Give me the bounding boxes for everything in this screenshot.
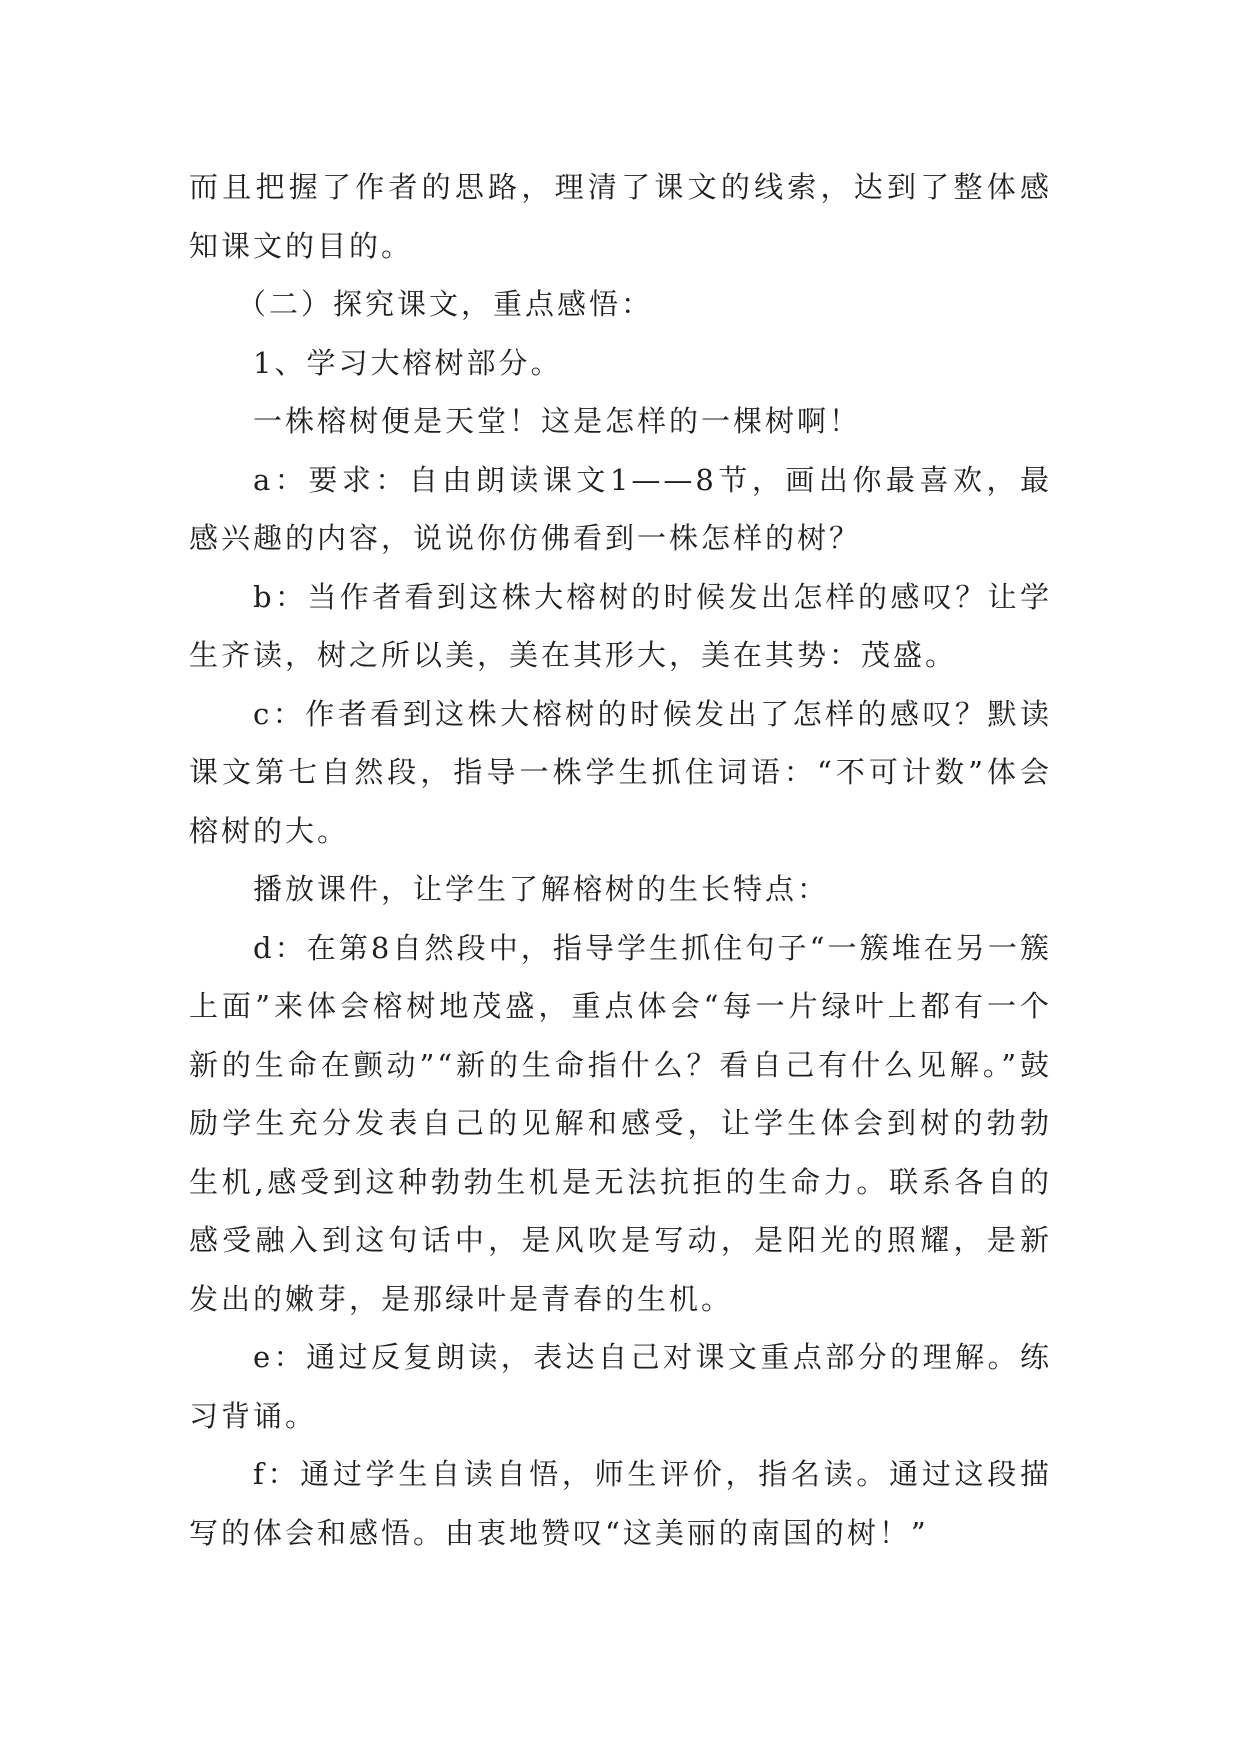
- paragraph-item-c: c：作者看到这株大榕树的时候发出了怎样的感叹？默读课文第七自然段，指导一株学生抓住词语：“不可计数”体会榕树的大。: [189, 696, 1052, 848]
- paragraph-item-d: d：在第8自然段中，指导学生抓住句子“一簇堆在另一簇上面”来体会榕树地茂盛，重点体会“每一片绿叶上都有一个新的生命在颤动”“新的生命指什么？看自己有什么见解。”鼓励学生充分发表自己的见解和感受，让学生体会到树的勃勃生机,感受到这种勃勃生机是无法抗拒的生命力。联系各自的感受融入到这句话中，是风吹是写动，是阳光的照耀，是新发出的嫩芽，是那绿叶是青春的生机。: [189, 930, 1052, 1316]
- document-body: [189, 158, 1052, 1562]
- paragraph: 一株榕树便是天堂！这是怎样的一棵树啊！: [253, 404, 862, 438]
- paragraph-item-b: b：当作者看到这株大榕树的时候发出怎样的感叹？让学生齐读，树之所以美，美在其形大，美在其势：茂盛。: [189, 579, 1052, 672]
- paragraph-continuation: 而且把握了作者的思路，理清了课文的线索，达到了整体感知课文的目的。: [189, 170, 1052, 263]
- paragraph: 播放课件，让学生了解榕树的生长特点：: [253, 872, 830, 906]
- paragraph-item-e: e：通过反复朗读，表达自己对课文重点部分的理解。练习背诵。: [189, 1340, 1052, 1433]
- paragraph-item-a: a：要求：自由朗读课文1——8节，画出你最喜欢，最感兴趣的内容，说说你仿佛看到一株怎样的树？: [189, 462, 1052, 555]
- paragraph-item-f: f：通过学生自读自悟，师生评价，指名读。通过这段描写的体会和感悟。由衷地赞叹“这美丽的南国的树！”: [189, 1457, 1052, 1550]
- subsection-heading: 1、学习大榕树部分。: [253, 345, 563, 380]
- section-heading: （二）探究课文，重点感悟：: [237, 287, 654, 321]
